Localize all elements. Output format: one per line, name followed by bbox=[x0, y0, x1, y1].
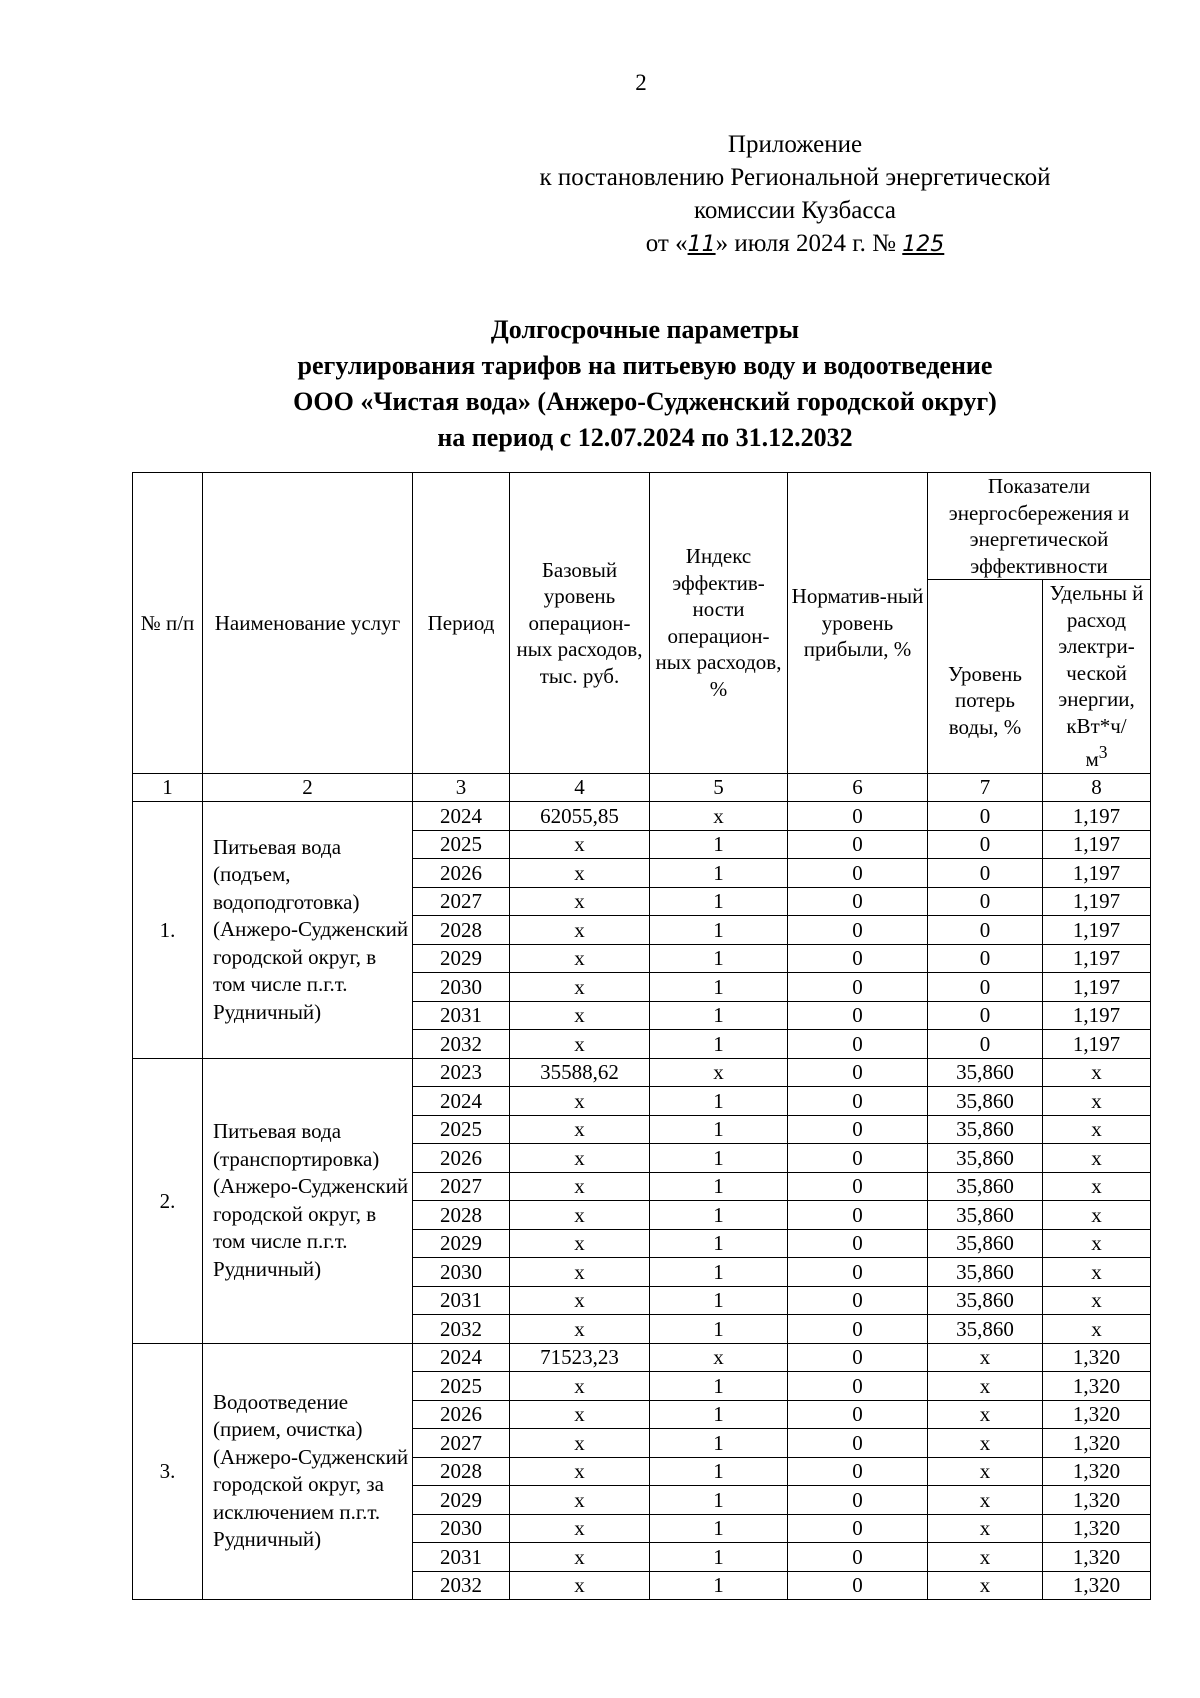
profit-level-cell: 0 bbox=[788, 1400, 928, 1429]
efficiency-index-cell: 1 bbox=[650, 1400, 788, 1429]
column-number: 2 bbox=[203, 773, 413, 802]
document-title bbox=[180, 312, 1110, 456]
profit-level-cell: 0 bbox=[788, 1001, 928, 1030]
profit-level-cell: 0 bbox=[788, 1486, 928, 1515]
water-loss-cell: х bbox=[928, 1372, 1043, 1401]
profit-level-cell: 0 bbox=[788, 1058, 928, 1087]
table-row bbox=[133, 1343, 1151, 1372]
energy-use-cell: х bbox=[1043, 1115, 1151, 1144]
water-loss-cell: х bbox=[928, 1571, 1043, 1600]
appendix-header bbox=[510, 128, 1080, 261]
efficiency-index-cell: 1 bbox=[650, 1030, 788, 1059]
table-row bbox=[133, 802, 1151, 831]
water-loss-cell: 0 bbox=[928, 1001, 1043, 1030]
period-cell: 2026 bbox=[413, 1144, 510, 1173]
header-base-level: Базовый уровень операцион-ных расходов, тыс. руб. bbox=[510, 473, 650, 774]
base-level-cell: х bbox=[510, 1514, 650, 1543]
appendix-date-line bbox=[510, 227, 1080, 261]
period-cell: 2030 bbox=[413, 1258, 510, 1287]
water-loss-cell: 35,860 bbox=[928, 1087, 1043, 1116]
service-name-cell: Питьевая вода (транспортировка) (Анжеро-Судженский городской округ, в том числе п.г.т. Рудничный) bbox=[203, 1058, 413, 1343]
energy-use-cell: 1,320 bbox=[1043, 1457, 1151, 1486]
row-number-cell: 2. bbox=[133, 1058, 203, 1343]
period-cell: 2028 bbox=[413, 916, 510, 945]
header-service: Наименование услуг bbox=[203, 473, 413, 774]
efficiency-index-cell: 1 bbox=[650, 1258, 788, 1287]
table-body bbox=[133, 773, 1151, 1600]
base-level-cell: х bbox=[510, 1457, 650, 1486]
row-number-cell: 1. bbox=[133, 802, 203, 1059]
energy-use-cell: х bbox=[1043, 1144, 1151, 1173]
water-loss-cell: 35,860 bbox=[928, 1172, 1043, 1201]
energy-use-cell: х bbox=[1043, 1058, 1151, 1087]
base-level-cell: х bbox=[510, 1400, 650, 1429]
efficiency-index-cell: 1 bbox=[650, 1486, 788, 1515]
efficiency-index-cell: 1 bbox=[650, 1229, 788, 1258]
efficiency-index-cell: х bbox=[650, 802, 788, 831]
energy-use-cell: х bbox=[1043, 1315, 1151, 1344]
base-level-cell: х bbox=[510, 830, 650, 859]
energy-use-cell: 1,320 bbox=[1043, 1343, 1151, 1372]
profit-level-cell: 0 bbox=[788, 1087, 928, 1116]
water-loss-cell: 35,860 bbox=[928, 1144, 1043, 1173]
efficiency-index-cell: х bbox=[650, 1343, 788, 1372]
energy-use-cell: 1,197 bbox=[1043, 1001, 1151, 1030]
efficiency-index-cell: 1 bbox=[650, 1429, 788, 1458]
base-level-cell: х bbox=[510, 1486, 650, 1515]
header-energy-sup: 3 bbox=[1098, 742, 1108, 762]
water-loss-cell: 0 bbox=[928, 830, 1043, 859]
efficiency-index-cell: 1 bbox=[650, 1172, 788, 1201]
energy-use-cell: х bbox=[1043, 1229, 1151, 1258]
water-loss-cell: х bbox=[928, 1429, 1043, 1458]
parameters-table bbox=[132, 472, 1151, 1600]
period-cell: 2027 bbox=[413, 1172, 510, 1201]
efficiency-index-cell: 1 bbox=[650, 830, 788, 859]
efficiency-index-cell: х bbox=[650, 1058, 788, 1087]
profit-level-cell: 0 bbox=[788, 1429, 928, 1458]
energy-use-cell: х bbox=[1043, 1286, 1151, 1315]
energy-use-cell: 1,320 bbox=[1043, 1429, 1151, 1458]
efficiency-index-cell: 1 bbox=[650, 1543, 788, 1572]
base-level-cell: х bbox=[510, 1229, 650, 1258]
water-loss-cell: 35,860 bbox=[928, 1201, 1043, 1230]
profit-level-cell: 0 bbox=[788, 1571, 928, 1600]
base-level-cell: х bbox=[510, 1144, 650, 1173]
column-numbers-row bbox=[133, 773, 1151, 802]
efficiency-index-cell: 1 bbox=[650, 1315, 788, 1344]
energy-use-cell: 1,197 bbox=[1043, 802, 1151, 831]
header-energy-group: Показатели энергосбережения и энергетической эффективности bbox=[928, 473, 1151, 580]
period-cell: 2025 bbox=[413, 1372, 510, 1401]
water-loss-cell: 35,860 bbox=[928, 1229, 1043, 1258]
energy-use-cell: 1,197 bbox=[1043, 916, 1151, 945]
title-line-3: ООО «Чистая вода» (Анжеро-Судженский городской округ) bbox=[293, 387, 997, 416]
base-level-cell: х bbox=[510, 1201, 650, 1230]
header-period: Период bbox=[413, 473, 510, 774]
appendix-decree-line: к постановлению Региональной энергетической bbox=[539, 164, 1051, 191]
efficiency-index-cell: 1 bbox=[650, 1457, 788, 1486]
service-name-cell: Питьевая вода (подъем, водоподготовка) (Анжеро-Судженский городской округ, в том числе п.г.т. Рудничный) bbox=[203, 802, 413, 1059]
efficiency-index-cell: 1 bbox=[650, 1144, 788, 1173]
profit-level-cell: 0 bbox=[788, 1514, 928, 1543]
base-level-cell: х bbox=[510, 916, 650, 945]
efficiency-index-cell: 1 bbox=[650, 1571, 788, 1600]
base-level-cell: х bbox=[510, 887, 650, 916]
water-loss-cell: 0 bbox=[928, 859, 1043, 888]
energy-use-cell: 1,197 bbox=[1043, 887, 1151, 916]
period-cell: 2030 bbox=[413, 973, 510, 1002]
efficiency-index-cell: 1 bbox=[650, 916, 788, 945]
base-level-cell: х bbox=[510, 1543, 650, 1572]
energy-use-cell: х bbox=[1043, 1172, 1151, 1201]
base-level-cell: 35588,62 bbox=[510, 1058, 650, 1087]
column-number: 1 bbox=[133, 773, 203, 802]
energy-use-cell: 1,320 bbox=[1043, 1372, 1151, 1401]
energy-use-cell: 1,197 bbox=[1043, 1030, 1151, 1059]
appendix-title: Приложение bbox=[727, 131, 863, 158]
row-number-cell: 3. bbox=[133, 1343, 203, 1600]
profit-level-cell: 0 bbox=[788, 1372, 928, 1401]
handwritten-number: 125 bbox=[902, 232, 945, 257]
period-cell: 2026 bbox=[413, 859, 510, 888]
energy-use-cell: х bbox=[1043, 1258, 1151, 1287]
period-cell: 2029 bbox=[413, 944, 510, 973]
profit-level-cell: 0 bbox=[788, 1229, 928, 1258]
water-loss-cell: х bbox=[928, 1543, 1043, 1572]
period-cell: 2024 bbox=[413, 1087, 510, 1116]
base-level-cell: х bbox=[510, 1429, 650, 1458]
efficiency-index-cell: 1 bbox=[650, 1201, 788, 1230]
column-number: 3 bbox=[413, 773, 510, 802]
efficiency-index-cell: 1 bbox=[650, 887, 788, 916]
period-cell: 2027 bbox=[413, 887, 510, 916]
period-cell: 2025 bbox=[413, 1115, 510, 1144]
period-cell: 2023 bbox=[413, 1058, 510, 1087]
handwritten-day: 11 bbox=[687, 232, 716, 257]
base-level-cell: х bbox=[510, 1372, 650, 1401]
period-cell: 2030 bbox=[413, 1514, 510, 1543]
period-cell: 2029 bbox=[413, 1486, 510, 1515]
base-level-cell: х bbox=[510, 1258, 650, 1287]
water-loss-cell: 0 bbox=[928, 1030, 1043, 1059]
column-number: 6 bbox=[788, 773, 928, 802]
period-cell: 2025 bbox=[413, 830, 510, 859]
period-cell: 2024 bbox=[413, 802, 510, 831]
base-level-cell: х bbox=[510, 1087, 650, 1116]
base-level-cell: х bbox=[510, 944, 650, 973]
profit-level-cell: 0 bbox=[788, 1030, 928, 1059]
profit-level-cell: 0 bbox=[788, 1172, 928, 1201]
title-line-2: регулирования тарифов на питьевую воду и водоотведение bbox=[297, 351, 993, 380]
header-energy-use bbox=[1043, 580, 1151, 774]
profit-level-cell: 0 bbox=[788, 973, 928, 1002]
water-loss-cell: 0 bbox=[928, 887, 1043, 916]
profit-level-cell: 0 bbox=[788, 830, 928, 859]
profit-level-cell: 0 bbox=[788, 1201, 928, 1230]
profit-level-cell: 0 bbox=[788, 1258, 928, 1287]
period-cell: 2028 bbox=[413, 1201, 510, 1230]
column-number: 8 bbox=[1043, 773, 1151, 802]
base-level-cell: 62055,85 bbox=[510, 802, 650, 831]
profit-level-cell: 0 bbox=[788, 887, 928, 916]
energy-use-cell: 1,197 bbox=[1043, 944, 1151, 973]
header-num: № п/п bbox=[133, 473, 203, 774]
efficiency-index-cell: 1 bbox=[650, 1286, 788, 1315]
header-water-loss: Уровень потерь воды, % bbox=[928, 580, 1043, 774]
water-loss-cell: 35,860 bbox=[928, 1058, 1043, 1087]
date-prefix: от « bbox=[645, 230, 688, 257]
water-loss-cell: 0 bbox=[928, 973, 1043, 1002]
efficiency-index-cell: 1 bbox=[650, 1514, 788, 1543]
appendix-commission-line: комиссии Кузбасса bbox=[694, 197, 896, 224]
energy-use-cell: 1,197 bbox=[1043, 973, 1151, 1002]
profit-level-cell: 0 bbox=[788, 1144, 928, 1173]
base-level-cell: х bbox=[510, 1030, 650, 1059]
water-loss-cell: 0 bbox=[928, 944, 1043, 973]
efficiency-index-cell: 1 bbox=[650, 1115, 788, 1144]
date-middle: » июля 2024 г. № bbox=[715, 230, 897, 257]
efficiency-index-cell: 1 bbox=[650, 1001, 788, 1030]
water-loss-cell: х bbox=[928, 1514, 1043, 1543]
water-loss-cell: х bbox=[928, 1343, 1043, 1372]
base-level-cell: 71523,23 bbox=[510, 1343, 650, 1372]
period-cell: 2027 bbox=[413, 1429, 510, 1458]
efficiency-index-cell: 1 bbox=[650, 973, 788, 1002]
energy-use-cell: 1,320 bbox=[1043, 1543, 1151, 1572]
efficiency-index-cell: 1 bbox=[650, 944, 788, 973]
energy-use-cell: 1,320 bbox=[1043, 1571, 1151, 1600]
header-energy-unit: м bbox=[1085, 747, 1099, 771]
water-loss-cell: 35,860 bbox=[928, 1115, 1043, 1144]
title-line-1: Долгосрочные параметры bbox=[490, 315, 800, 344]
period-cell: 2031 bbox=[413, 1543, 510, 1572]
energy-use-cell: х bbox=[1043, 1087, 1151, 1116]
water-loss-cell: 0 bbox=[928, 802, 1043, 831]
energy-use-cell: 1,197 bbox=[1043, 830, 1151, 859]
column-number: 7 bbox=[928, 773, 1043, 802]
profit-level-cell: 0 bbox=[788, 859, 928, 888]
base-level-cell: х bbox=[510, 1571, 650, 1600]
water-loss-cell: 35,860 bbox=[928, 1315, 1043, 1344]
profit-level-cell: 0 bbox=[788, 1543, 928, 1572]
period-cell: 2028 bbox=[413, 1457, 510, 1486]
period-cell: 2026 bbox=[413, 1400, 510, 1429]
table-row bbox=[133, 1058, 1151, 1087]
profit-level-cell: 0 bbox=[788, 1457, 928, 1486]
efficiency-index-cell: 1 bbox=[650, 1087, 788, 1116]
base-level-cell: х bbox=[510, 1172, 650, 1201]
period-cell: 2029 bbox=[413, 1229, 510, 1258]
profit-level-cell: 0 bbox=[788, 1286, 928, 1315]
efficiency-index-cell: 1 bbox=[650, 859, 788, 888]
base-level-cell: х bbox=[510, 1001, 650, 1030]
energy-use-cell: 1,320 bbox=[1043, 1486, 1151, 1515]
water-loss-cell: х bbox=[928, 1457, 1043, 1486]
column-number: 5 bbox=[650, 773, 788, 802]
base-level-cell: х bbox=[510, 859, 650, 888]
efficiency-index-cell: 1 bbox=[650, 1372, 788, 1401]
period-cell: 2032 bbox=[413, 1315, 510, 1344]
header-energy-use-text: Удельны й расход электри-ческой энергии, кВт*ч/ bbox=[1049, 581, 1144, 738]
base-level-cell: х bbox=[510, 1315, 650, 1344]
period-cell: 2032 bbox=[413, 1571, 510, 1600]
title-line-4: на период с 12.07.2024 по 31.12.2032 bbox=[437, 423, 853, 452]
header-profit-level: Норматив-ный уровень прибыли, % bbox=[788, 473, 928, 774]
water-loss-cell: 35,860 bbox=[928, 1258, 1043, 1287]
base-level-cell: х bbox=[510, 1286, 650, 1315]
base-level-cell: х bbox=[510, 1115, 650, 1144]
profit-level-cell: 0 bbox=[788, 916, 928, 945]
column-number: 4 bbox=[510, 773, 650, 802]
profit-level-cell: 0 bbox=[788, 1343, 928, 1372]
profit-level-cell: 0 bbox=[788, 944, 928, 973]
profit-level-cell: 0 bbox=[788, 1315, 928, 1344]
period-cell: 2031 bbox=[413, 1001, 510, 1030]
energy-use-cell: 1,197 bbox=[1043, 859, 1151, 888]
period-cell: 2031 bbox=[413, 1286, 510, 1315]
energy-use-cell: 1,320 bbox=[1043, 1400, 1151, 1429]
service-name-cell: Водоотведение (прием, очистка) (Анжеро-Судженский городской округ, за исключением п.г.т. Рудничный) bbox=[203, 1343, 413, 1600]
page-number: 2 bbox=[635, 70, 647, 95]
profit-level-cell: 0 bbox=[788, 1115, 928, 1144]
energy-use-cell: х bbox=[1043, 1201, 1151, 1230]
water-loss-cell: 35,860 bbox=[928, 1286, 1043, 1315]
profit-level-cell: 0 bbox=[788, 802, 928, 831]
water-loss-cell: 0 bbox=[928, 916, 1043, 945]
water-loss-cell: х bbox=[928, 1486, 1043, 1515]
header-efficiency-index: Индекс эффектив-ности операцион-ных расходов, % bbox=[650, 473, 788, 774]
energy-use-cell: 1,320 bbox=[1043, 1514, 1151, 1543]
period-cell: 2032 bbox=[413, 1030, 510, 1059]
base-level-cell: х bbox=[510, 973, 650, 1002]
period-cell: 2024 bbox=[413, 1343, 510, 1372]
water-loss-cell: х bbox=[928, 1400, 1043, 1429]
